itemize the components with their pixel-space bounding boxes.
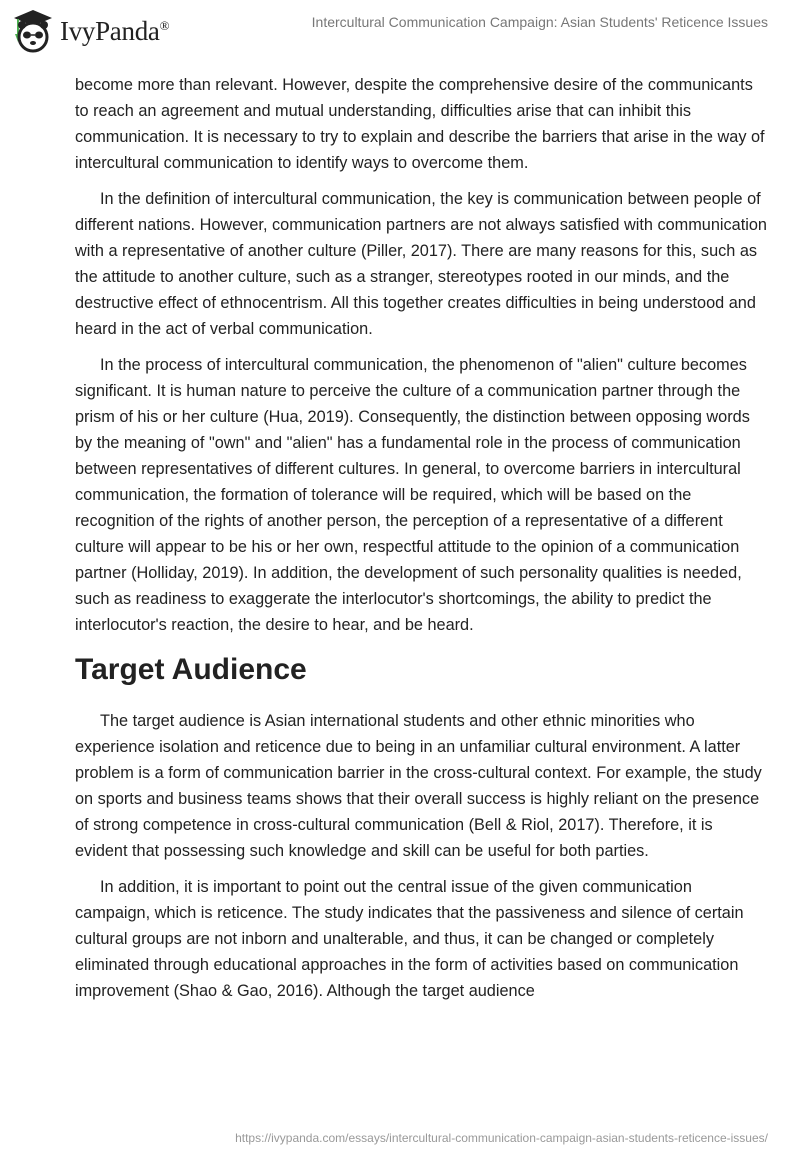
section-heading: Target Audience (75, 653, 307, 686)
ivypanda-logo[interactable] (12, 8, 169, 54)
paragraph: The target audience is Asian international students and other ethnic minorities who experience isolation and reticence due to being in an unfamiliar cultural environment. A latter problem is a form of communication barrier in the cross-cultural context. For example, the study on sports and business teams shows that their overall success is highly reliant on the presence of strong competence in cross-cultural communication (Bell & Riol, 2017). Therefore, it is evident that possessing such knowledge and skill can be useful for both parties. (75, 712, 762, 860)
document-title: Intercultural Communication Campaign: Asian Students' Reticence Issues (311, 14, 768, 30)
paragraph: In addition, it is important to point out the central issue of the given communication campaign, which is reticence. The study indicates that the passiveness and silence of certain cultural groups are not inborn and unalterable, and thus, it can be changed or completely eliminated through educational approaches in the form of activities based on communication improvement (Shao & Gao, 2016). Although the target audience (75, 878, 744, 1000)
registered-mark: ® (159, 17, 170, 33)
footer-url[interactable]: https://ivypanda.com/essays/intercultural-communication-campaign-asian-students-reticence-issues/ (235, 1131, 768, 1145)
essay-content (75, 72, 769, 1014)
page-header (0, 0, 800, 60)
paragraph: In the process of intercultural communication, the phenomenon of "alien" culture becomes significant. It is human nature to perceive the culture of a communication partner through the prism of his or her culture (Hua, 2019). Consequently, the distinction between opposing words by the meaning of "own" and "alien" has a fundamental role in the process of communication between representatives of different cultures. In general, to overcome barriers in intercultural communication, the formation of tolerance will be required, which will be based on the recognition of the rights of another person, the perception of a representative of a different culture will appear to be his or her own, respectful attitude to the opinion of a communication partner (Holliday, 2019). In addition, the development of such personality qualities is needed, such as readiness to exaggerate the interlocutor's shortcomings, the ability to predict the interlocutor's reaction, the desire to hear, and be heard. (75, 356, 750, 634)
paragraph: In the definition of intercultural communication, the key is communication between people of different nations. However, communication partners are not always satisfied with communication with a representative of another culture (Piller, 2017). There are many reasons for this, such as the attitude to another culture, such as a stranger, stereotypes rooted in our minds, and the destructive effect of ethnocentrism. All this together creates difficulties in being understood and heard in the act of verbal communication. (75, 190, 767, 338)
paragraph: become more than relevant. However, despite the comprehensive desire of the communicants to reach an agreement and mutual understanding, difficulties arise that can inhibit this communication. It is necessary to try to explain and describe the barriers that arise in the way of intercultural communication to identify ways to overcome them. (75, 76, 765, 172)
panda-graduate-icon (12, 8, 54, 54)
logo-text: IvyPanda (60, 15, 160, 46)
